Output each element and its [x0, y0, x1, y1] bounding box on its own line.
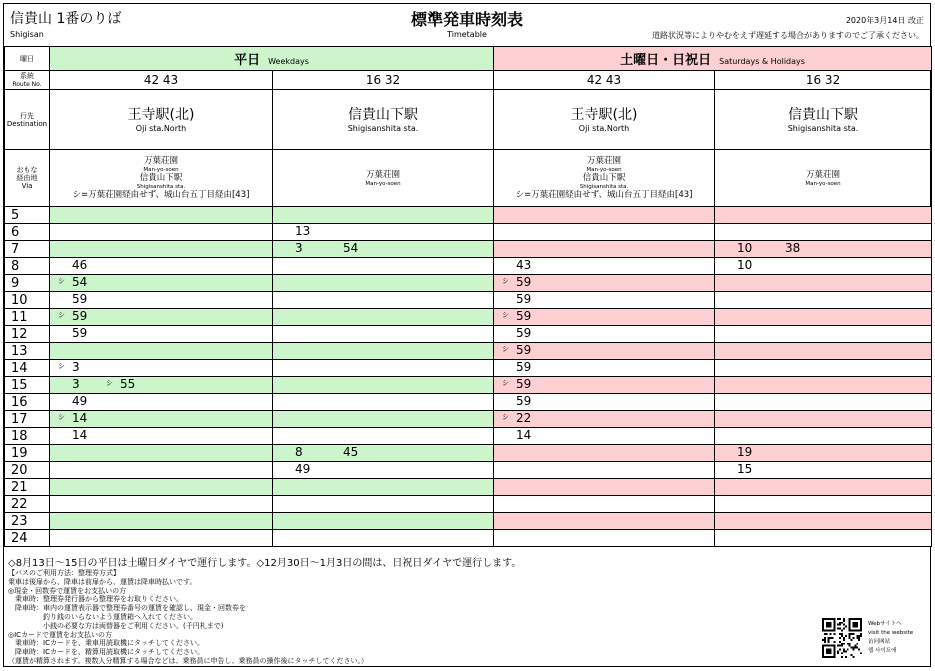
- route-label: 系統 Route No.: [5, 71, 50, 90]
- hour-row: [5, 241, 932, 258]
- departure-cell: [494, 462, 715, 479]
- departure-cell: [50, 462, 273, 479]
- instruction-line: 乗車は後扉から、降車は前扉から、運賃は降車時払いです。: [8, 577, 197, 586]
- departure-minute: 59: [516, 275, 532, 289]
- instruction-line: 乗車時：ICカードを、乗車用読取機にタッチしてください。: [8, 639, 204, 648]
- departure-minute: 14: [516, 428, 532, 442]
- via-stop: 信貴山下駅: [139, 172, 183, 183]
- departure-cell: [715, 258, 932, 275]
- departure-minute: 8: [295, 445, 303, 459]
- departure-cell: [494, 530, 715, 547]
- departure-minute: 14: [72, 411, 88, 425]
- departure-cell: [273, 343, 494, 360]
- departure-cell: [273, 479, 494, 496]
- timetable-grid: [4, 46, 932, 547]
- route-mark: シ: [502, 311, 510, 319]
- route-mark: シ: [502, 345, 510, 353]
- via-stop-en: Man-yo-soen: [586, 166, 622, 173]
- weekday-group: [50, 47, 494, 71]
- timetable-header: [4, 4, 930, 46]
- departure-cell: [494, 275, 715, 292]
- departure-cell: [273, 309, 494, 326]
- route-number: 42 43: [494, 71, 715, 90]
- hour-row: [5, 411, 932, 428]
- via-stop-en: Man-yo-soen: [143, 166, 179, 173]
- qr-caption-line: visit the website: [868, 630, 914, 636]
- departure-cell: [715, 309, 932, 326]
- departure-minute: 59: [516, 360, 532, 374]
- destination-label: 行先 Destination: [5, 90, 50, 150]
- departure-cell: [494, 207, 715, 224]
- departure-cell: [50, 428, 273, 445]
- hour-row: [5, 530, 932, 547]
- departure-cell: [50, 258, 273, 275]
- delay-notice: 道路状況等によりやむをえず遅延する場合がありますのでご了承ください。: [652, 31, 924, 40]
- departure-cell: [50, 207, 273, 224]
- departure-cell: [50, 445, 273, 462]
- departure-cell: [273, 445, 494, 462]
- timetable-sheet: [3, 3, 931, 667]
- hour-label: 17: [5, 411, 50, 428]
- departure-cell: [494, 360, 715, 377]
- hour-label: 13: [5, 343, 50, 360]
- departure-cell: [50, 292, 273, 309]
- departure-cell: [50, 496, 273, 513]
- instruction-line: ◎現金・回数券で運賃をお支払いの方: [8, 586, 127, 595]
- departure-cell: [494, 479, 715, 496]
- departure-cell: [715, 462, 932, 479]
- destination-cell: [715, 90, 932, 150]
- departure-minute: 59: [516, 326, 532, 340]
- via-stop: 万葉荘園: [587, 155, 622, 166]
- instruction-line: （運賃が精算されます。複数人分精算する場合などは、乗務員に申告し、乗務員の操作後にタッチしてください。）: [8, 656, 368, 665]
- hour-row: [5, 377, 932, 394]
- departure-cell: [273, 241, 494, 258]
- hour-row: [5, 496, 932, 513]
- via-stop: 信貴山下駅: [582, 172, 626, 183]
- departure-minute: 49: [72, 394, 88, 408]
- departure-cell: [273, 292, 494, 309]
- via-stop-en: Man-yo-soen: [365, 180, 401, 187]
- destination-cell: [273, 90, 494, 150]
- destination-name-en: Oji sta.North: [135, 124, 187, 133]
- departure-minute: 10: [737, 258, 753, 272]
- via-note: シ=万葉荘園経由せず、城山台五丁目経由[43]: [72, 189, 250, 200]
- destination-row: [5, 90, 932, 150]
- destination-cell: [494, 90, 715, 150]
- departure-minute: 45: [343, 445, 359, 459]
- instruction-line: 【バスのご利用方法：整理券方式】: [8, 569, 120, 577]
- departure-cell: [715, 326, 932, 343]
- instruction-line: 小銭の必要な方は両替器をご利用ください。(千円札まで): [8, 621, 224, 630]
- departure-cell: [50, 377, 273, 394]
- departure-cell: [715, 224, 932, 241]
- hour-label: 19: [5, 445, 50, 462]
- departure-minute: 59: [72, 292, 88, 306]
- departure-cell: [715, 496, 932, 513]
- departure-cell: [715, 411, 932, 428]
- destination-name: 王寺駅(北): [570, 107, 638, 123]
- destination-name: 信貴山下駅: [788, 107, 859, 123]
- departure-minute: 59: [516, 343, 532, 357]
- weekday-label: 平日: [234, 53, 261, 68]
- departure-cell: [50, 224, 273, 241]
- departure-cell: [715, 445, 932, 462]
- departure-cell: [273, 275, 494, 292]
- departure-cell: [715, 360, 932, 377]
- hour-row: [5, 513, 932, 530]
- qr-caption-line: 웹 사이트에: [868, 648, 897, 654]
- departure-cell: [715, 513, 932, 530]
- departure-cell: [494, 496, 715, 513]
- departure-cell: [50, 326, 273, 343]
- departure-cell: [50, 411, 273, 428]
- via-cell: [50, 150, 273, 207]
- destination-name-en: Oji sta.North: [578, 124, 630, 133]
- hour-label: 15: [5, 377, 50, 394]
- page-title: 標準発車時刻表: [410, 10, 523, 29]
- special-schedule-note: ◇8月13日～15日の平日は土曜日ダイヤで運行します。◇12月30日～1月3日の間は、日祝日ダイヤで運行します。: [8, 558, 522, 569]
- usage-instructions: [8, 569, 368, 666]
- departure-minute: 13: [295, 224, 311, 238]
- departure-minute: 19: [737, 445, 753, 459]
- departure-cell: [273, 360, 494, 377]
- qr-code-icon[interactable]: [822, 618, 862, 658]
- hour-row: [5, 258, 932, 275]
- departure-cell: [494, 258, 715, 275]
- departure-cell: [273, 258, 494, 275]
- departure-cell: [273, 377, 494, 394]
- departure-minute: 59: [516, 292, 532, 306]
- destination-cell: [50, 90, 273, 150]
- departure-minute: 14: [72, 428, 88, 442]
- route-mark: シ: [502, 277, 510, 285]
- via-cell: [273, 150, 494, 207]
- destination-name: 王寺駅(北): [127, 107, 195, 123]
- departure-cell: [50, 343, 273, 360]
- hour-row: [5, 394, 932, 411]
- departure-cell: [50, 394, 273, 411]
- hour-label: 16: [5, 394, 50, 411]
- day-group-row: [5, 47, 932, 71]
- departure-cell: [273, 394, 494, 411]
- route-mark: シ: [106, 379, 113, 387]
- departure-cell: [494, 411, 715, 428]
- hour-label: 10: [5, 292, 50, 309]
- hour-label: 12: [5, 326, 50, 343]
- holiday-label: 土曜日・日祝日: [620, 53, 712, 68]
- departure-cell: [50, 530, 273, 547]
- hour-label: 5: [5, 207, 50, 224]
- departure-cell: [494, 377, 715, 394]
- departure-cell: [715, 292, 932, 309]
- departure-minute: 38: [785, 241, 801, 255]
- hour-row: [5, 207, 932, 224]
- hour-row: [5, 309, 932, 326]
- via-stop: 万葉荘園: [806, 169, 841, 180]
- departure-minute: 54: [343, 241, 359, 255]
- instruction-line: 乗車時：整理券発行器から整理券をお取りください。: [8, 595, 183, 604]
- departure-cell: [50, 275, 273, 292]
- departure-cell: [273, 462, 494, 479]
- departure-minute: 3: [295, 241, 303, 255]
- departure-cell: [715, 241, 932, 258]
- departure-cell: [494, 241, 715, 258]
- hour-label: 7: [5, 241, 50, 258]
- holiday-group: [494, 47, 932, 71]
- hour-label: 14: [5, 360, 50, 377]
- via-cell: [715, 150, 932, 207]
- route-mark: シ: [502, 413, 510, 421]
- route-mark: シ: [58, 277, 65, 285]
- departure-cell: [273, 326, 494, 343]
- route-row: [5, 71, 932, 90]
- stop-name: 信貴山 1番のりば: [10, 11, 122, 27]
- departure-cell: [273, 411, 494, 428]
- departure-minute: 55: [120, 377, 136, 391]
- departure-minute: 22: [516, 411, 532, 425]
- departure-minute: 59: [516, 309, 532, 323]
- instruction-line: 釣り銭のいらないよう運賃箱へ入れてください。: [8, 612, 197, 621]
- departure-minute: 15: [737, 462, 753, 476]
- hour-row: [5, 224, 932, 241]
- departure-cell: [715, 479, 932, 496]
- departure-cell: [273, 224, 494, 241]
- hour-label: 20: [5, 462, 50, 479]
- departure-cell: [494, 394, 715, 411]
- route-mark: シ: [58, 311, 65, 319]
- departure-cell: [273, 207, 494, 224]
- qr-caption-line: 访问网站: [868, 639, 891, 645]
- departure-cell: [273, 496, 494, 513]
- qr-caption: [868, 620, 913, 656]
- hour-row: [5, 343, 932, 360]
- departure-cell: [50, 241, 273, 258]
- route-number: 16 32: [273, 71, 494, 90]
- departure-cell: [50, 309, 273, 326]
- departure-cell: [715, 275, 932, 292]
- holiday-label-en: Saturdays & Holidays: [719, 57, 805, 66]
- destination-name-en: Shigisanshita sta.: [787, 124, 859, 133]
- departure-cell: [715, 343, 932, 360]
- via-label: おもな 経由地 Via: [5, 150, 50, 207]
- departure-minute: 3: [72, 360, 80, 374]
- departure-cell: [494, 343, 715, 360]
- departure-cell: [50, 360, 273, 377]
- hour-label: 18: [5, 428, 50, 445]
- revision-date: 2020年3月14日 改正: [845, 16, 924, 25]
- departure-minute: 3: [72, 377, 80, 391]
- instruction-line: 降車時：ICカードを、精算用読取機にタッチしてください。: [8, 648, 204, 657]
- hour-label: 21: [5, 479, 50, 496]
- departure-minute: 46: [72, 258, 88, 272]
- via-note: シ=万葉荘園経由せず、城山台五丁目経由[43]: [515, 189, 693, 200]
- hour-row: [5, 428, 932, 445]
- page-title-en: Timetable: [447, 30, 487, 39]
- departure-cell: [494, 224, 715, 241]
- via-stop-en: Shigisanshita sta.: [136, 183, 186, 190]
- via-cell: [494, 150, 715, 207]
- hour-row: [5, 479, 932, 496]
- stop-name-en: Shigisan: [10, 30, 44, 39]
- hour-label: 23: [5, 513, 50, 530]
- route-number: 42 43: [50, 71, 273, 90]
- departure-cell: [273, 513, 494, 530]
- departure-cell: [715, 394, 932, 411]
- departure-minute: 59: [72, 326, 88, 340]
- departure-cell: [50, 479, 273, 496]
- hour-label: 9: [5, 275, 50, 292]
- route-mark: シ: [58, 413, 65, 421]
- day-label: 曜日: [5, 47, 50, 71]
- departure-cell: [273, 428, 494, 445]
- departure-minute: 49: [295, 462, 311, 476]
- instruction-line: ◎ICカードで運賃をお支払いの方: [8, 630, 113, 639]
- qr-caption-line: Webサイトへ: [868, 621, 902, 627]
- departure-cell: [715, 207, 932, 224]
- departure-cell: [494, 428, 715, 445]
- departure-cell: [50, 513, 273, 530]
- via-stop: 万葉荘園: [143, 155, 178, 166]
- departure-cell: [273, 530, 494, 547]
- departure-cell: [494, 292, 715, 309]
- departure-minute: 59: [516, 394, 532, 408]
- departure-cell: [715, 428, 932, 445]
- departure-cell: [494, 326, 715, 343]
- hour-label: 8: [5, 258, 50, 275]
- hour-label: 22: [5, 496, 50, 513]
- departure-cell: [715, 530, 932, 547]
- hour-label: 11: [5, 309, 50, 326]
- hour-row: [5, 445, 932, 462]
- departure-cell: [494, 445, 715, 462]
- destination-name-en: Shigisanshita sta.: [347, 124, 419, 133]
- hour-row: [5, 292, 932, 309]
- departure-cell: [494, 513, 715, 530]
- departure-cell: [494, 309, 715, 326]
- route-number: 16 32: [715, 71, 932, 90]
- departure-minute: 10: [737, 241, 753, 255]
- hour-label: 6: [5, 224, 50, 241]
- via-row: [5, 150, 932, 207]
- weekday-label-en: Weekdays: [268, 57, 309, 66]
- departure-minute: 59: [516, 377, 532, 391]
- departure-minute: 59: [72, 309, 88, 323]
- departure-minute: 43: [516, 258, 532, 272]
- hour-label: 24: [5, 530, 50, 547]
- hour-row: [5, 462, 932, 479]
- destination-name: 信貴山下駅: [348, 107, 418, 123]
- instruction-line: 降車時：車内の運賃表示器で整理券番号の運賃を確認し、現金・回数券を: [8, 604, 246, 613]
- departure-cell: [715, 377, 932, 394]
- departure-minute: 54: [72, 275, 88, 289]
- route-mark: シ: [502, 379, 510, 387]
- hour-row: [5, 360, 932, 377]
- route-mark: シ: [58, 362, 65, 370]
- hour-row: [5, 326, 932, 343]
- via-stop-en: Shigisanshita sta.: [579, 183, 629, 190]
- hour-row: [5, 275, 932, 292]
- via-stop: 万葉荘園: [366, 169, 401, 180]
- via-stop-en: Man-yo-soen: [805, 180, 841, 187]
